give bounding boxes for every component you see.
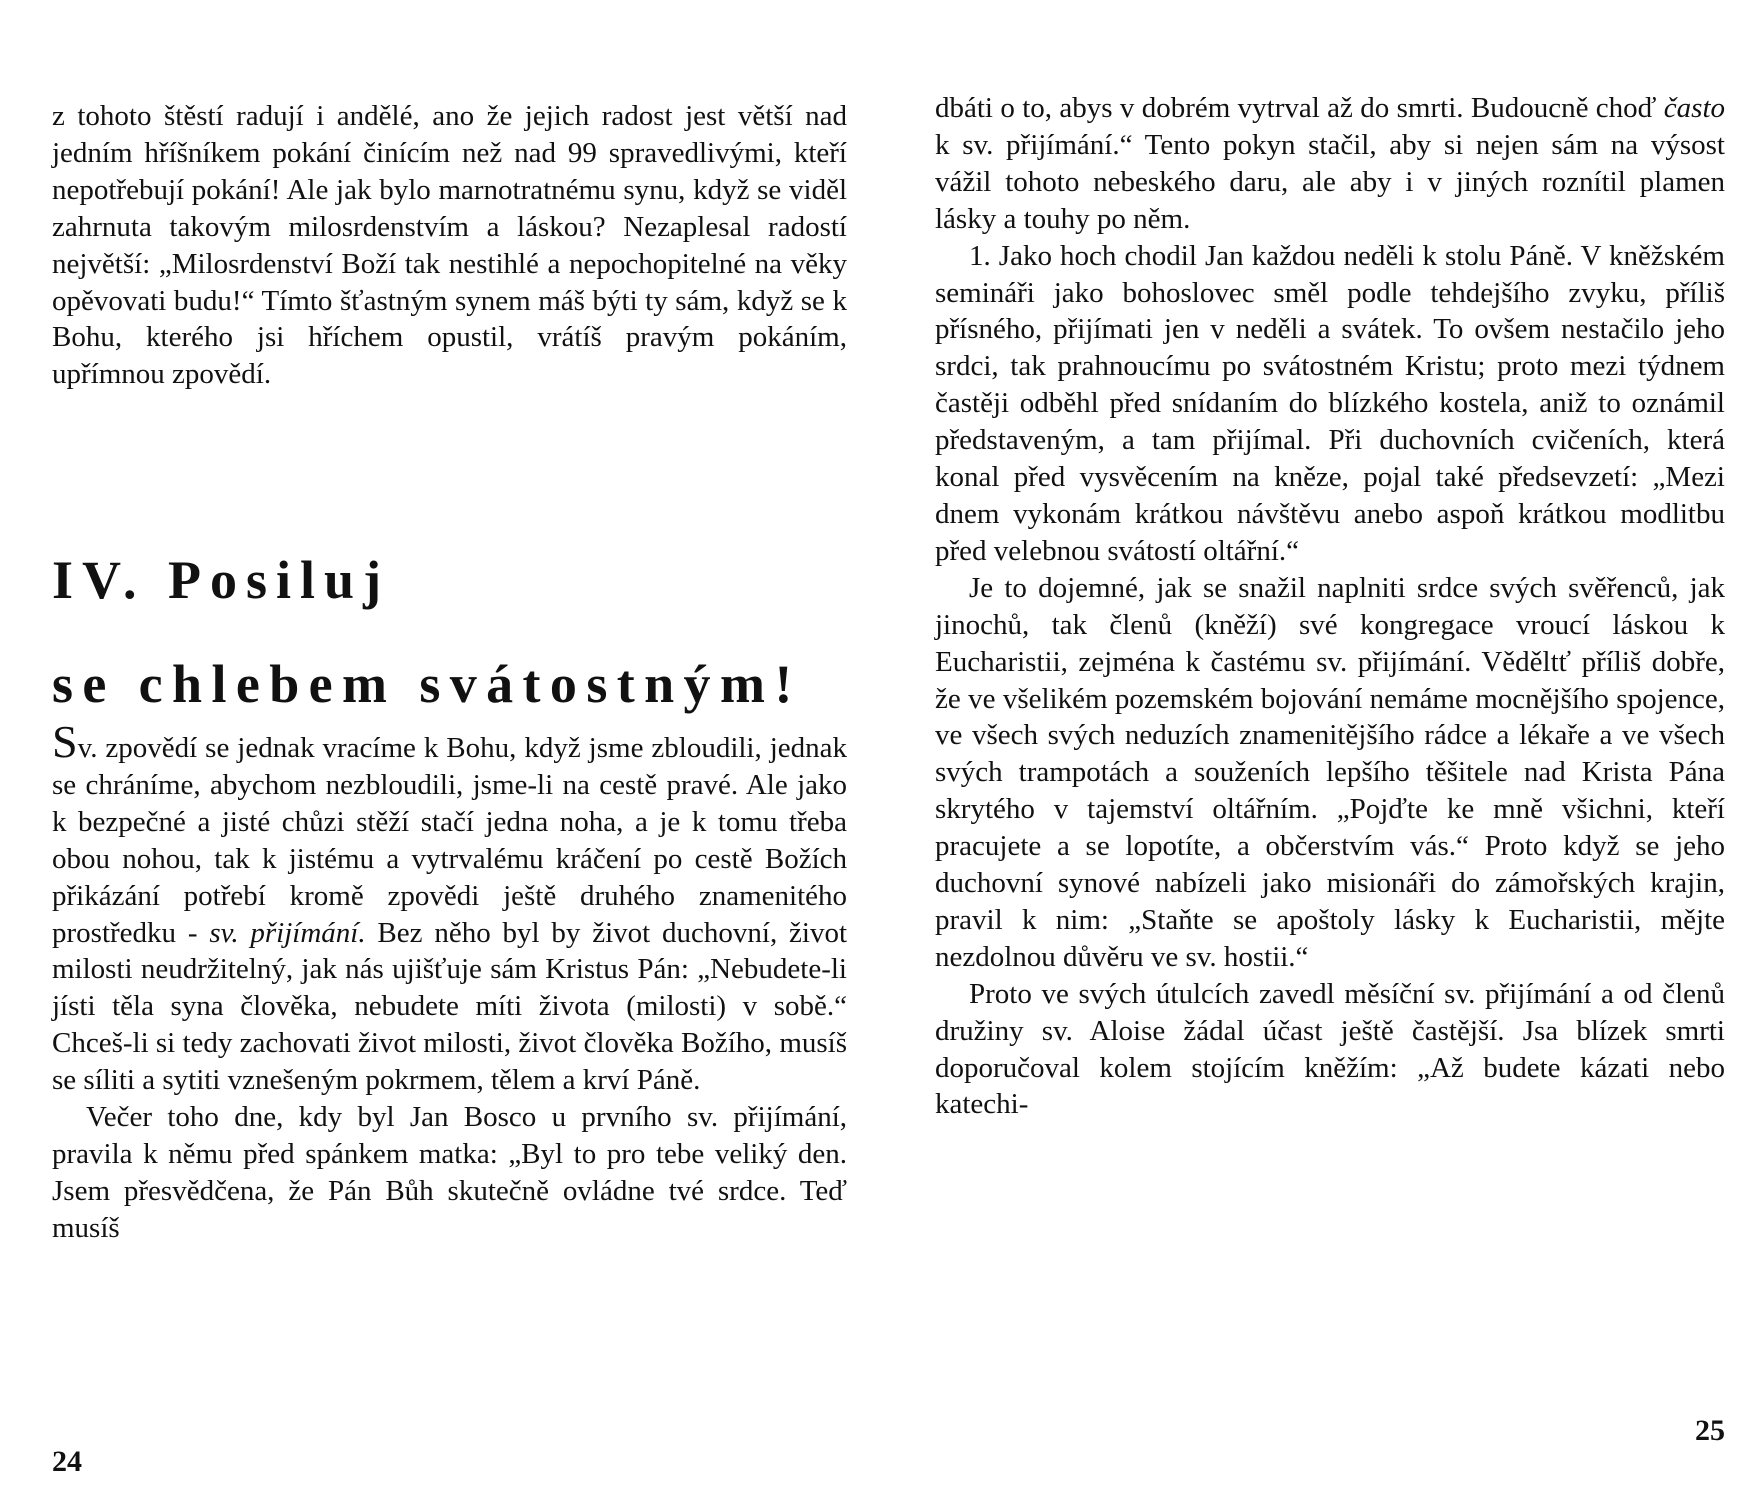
text-run: Bez něho byl by život duchovní, život milosti neudržitelný, jak nás ujišťuje sám Kristus Pán: „Nebudete-li jísti těla syna člověka, nebudete míti života (milosti) v sobě.“ Chceš-li si tedy zachovati život milosti, život člověka Božího, musíš se síliti a sytiti vznešeným pokrmem, tělem a krví Páně. xyxy=(52,916,847,1097)
paragraph: z tohoto štěstí radují i andělé, ano že jejich radost jest větší nad jedním hříšníkem pokání činícím než nad 99 spravedlivými, kteří nepotřebují pokání! Ale jak bylo marnotratnému synu, když se viděl zahrnuta takovým milosrdenstvím a láskou? Nezaplesal radostí největší: „Milosrdenství Boží tak nestihlé a nepochopitelné na věky opěvovati budu!“ Tímto šťastným synem máš býti ty sám, když se k Bohu, kterého jsi hříchem opustil, vrátíš pravým pokáním, upřímnou zpovědí. xyxy=(52,100,847,391)
paragraph: Je to dojemné, jak se snažil naplniti srdce svých svěřenců, jak jinochů, tak členů (kněží) své kongregace vroucí láskou k Eucharistii, zejména k častému sv. přijímání. Věděltť příliš dobře, že ve všelikém pozemském bojování nemáme mocnějšího spojence, ve všech svých neduzích znamenitějšího rádce a lékaře a ve všech svých trampotách a souženích lepšího těšitele nad Krista Pána skrytého v tajemství oltářním. „Pojďte ke mně všichni, kteří pracujete a se lopotíte, a občerstvím vás.“ Proto když se jeho duchovní synové nabízeli jako misionáři do zámořských krajin, pravil k nim: „Staňte se apoštoly lásky k Eucharistii, mějte nezdolnou důvěru ve sv. hostii.“ xyxy=(935,571,1725,973)
right-body-text xyxy=(935,90,1725,1123)
emphasis: často xyxy=(1663,92,1725,124)
text-run: dbáti o to, abys v dobrém vytrval až do smrti. Budoucně choď xyxy=(935,92,1664,124)
chapter-heading-line1: IV. Posiluj xyxy=(52,550,391,610)
left-page xyxy=(52,0,847,1500)
paragraph: Proto ve svých útulcích zavedl měsíční sv. přijímání a od členů družiny sv. Aloise žádal účast ještě častější. Jsa blízek smrti doporučoval kolem stojícím kněžím: „Až budete kázati nebo katechi- xyxy=(935,977,1725,1121)
paragraph: 1. Jako hoch chodil Jan každou neděli k stolu Páně. V kněžském semináři jako bohoslovec směl podle tehdejšího zvyku, příliš přísného, přijímati jen v neděli a svátek. To ovšem nestačilo jeho srdci, tak prahnoucímu po svátostném Kristu; proto mezi týdnem častěji odběhl před snídaním do blízkého kostela, aniž to oznámil představeným, a tam přijímal. Při duchovních cvičeních, která konal před vysvěcením na kněze, pojal také předsevzetí: „Mezi dnem vykonám krátkou návštěvu anebo aspoň krátkou modlitbu před velebnou svátostí oltářní.“ xyxy=(935,239,1725,567)
emphasis: sv. přijímání. xyxy=(209,916,366,949)
right-page xyxy=(935,0,1725,1500)
chapter-heading xyxy=(52,540,847,724)
left-top-text xyxy=(52,98,847,393)
left-body-text xyxy=(52,716,847,1247)
page-number: 25 xyxy=(1695,1414,1725,1447)
drop-cap: S xyxy=(52,716,78,767)
text-run: v. zpovědí se jednak vracíme k Bohu, když jsme zbloudili, jednak se chráníme, abychom nezbloudili, jsme-li na cestě pravé. Ale jako k bezpečné a jisté chůzi stěží stačí jedna noha, a je k tomu třeba obou nohou, tak k jistému a vytrvalému kráčení po cestě Božích přikázání potřebí kromě zpovědi ještě druhého znamenitého prostředku - xyxy=(52,732,847,949)
paragraph xyxy=(52,716,847,1099)
paragraph: Večer toho dne, kdy byl Jan Bosco u prvního sv. přijímání, pravila k němu před spánkem matka: „Byl to pro tebe veliký den. Jsem přesvědčena, že Pán Bůh skutečně ovládne tvé srdce. Teď musíš xyxy=(52,1101,847,1244)
chapter-heading-line2: se chlebem svátostným! xyxy=(52,654,802,714)
text-run: k sv. přijímání.“ Tento pokyn stačil, aby si nejen sám na výsost vážil tohoto nebeského daru, ale aby i v jiných roznítil plamen lásky a touhy po něm. xyxy=(935,128,1725,235)
page-number: 24 xyxy=(52,1445,82,1478)
paragraph xyxy=(935,90,1725,238)
